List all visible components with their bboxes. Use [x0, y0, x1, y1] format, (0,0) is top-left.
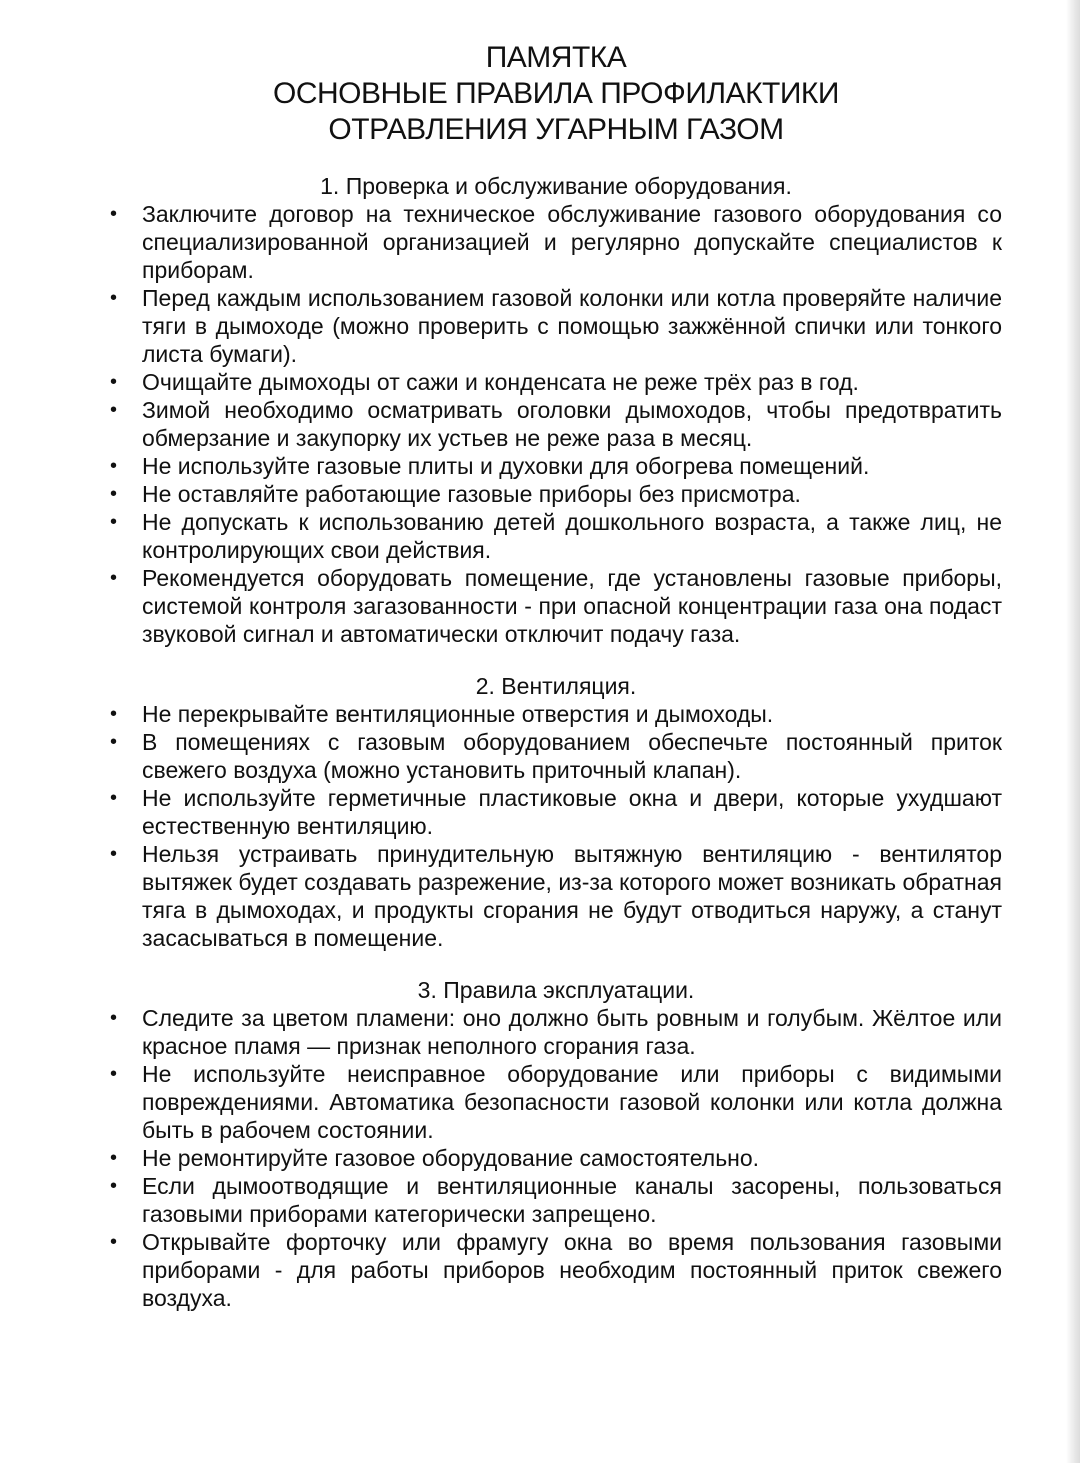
- bullet-icon: •: [110, 731, 118, 753]
- list-item: [110, 564, 1002, 648]
- list-item-text: Открывайте форточку или фрамугу окна во время пользования газовыми приборами - для работы приборов необходим постоянный приток свежего воздуха.: [142, 1229, 1002, 1311]
- list-item: [110, 396, 1002, 452]
- list-item: [110, 1228, 1002, 1312]
- bullet-icon: •: [110, 1147, 118, 1169]
- list-item-text: Если дымоотводящие и вентиляционные каналы засорены, пользоваться газовыми приборами категорически запрещено.: [142, 1173, 1002, 1227]
- list-item: [110, 728, 1002, 784]
- list-item-text: Не допускать к использованию детей дошкольного возраста, а также лиц, не контролирующих свои действия.: [142, 509, 1002, 563]
- list-item: [110, 480, 1002, 508]
- bullet-icon: •: [110, 483, 118, 505]
- bullet-icon: •: [110, 787, 118, 809]
- document-page: [110, 40, 1002, 1312]
- list-item-text: Не перекрывайте вентиляционные отверстия и дымоходы.: [142, 701, 774, 727]
- bullet-icon: •: [110, 1007, 118, 1029]
- list-item: [110, 508, 1002, 564]
- list-item: [110, 284, 1002, 368]
- section-heading: 2. Вентиляция.: [475, 673, 637, 699]
- bullet-icon: •: [110, 843, 118, 865]
- list-item-text: Заключите договор на техническое обслуживание газового оборудования со специализированной организацией и регулярно допускайте специалистов к приборам.: [142, 201, 1002, 283]
- list-item: [110, 784, 1002, 840]
- bullet-icon: •: [110, 567, 118, 589]
- list-item-text: Не используйте неисправное оборудование или приборы с видимыми повреждениями. Автоматика безопасности газовой колонки или котла должна быть в рабочем состоянии.: [142, 1061, 1002, 1143]
- section-equipment-check: [110, 172, 1002, 648]
- section-heading: 1. Проверка и обслуживание оборудования.: [320, 173, 792, 199]
- list-item-text: Рекомендуется оборудовать помещение, где установлены газовые приборы, системой контроля загазованности - при опасной концентрации газа она подаст звуковой сигнал и автоматически отключит подачу газа.: [142, 565, 1002, 647]
- bullet-icon: •: [110, 1231, 118, 1253]
- bullet-icon: •: [110, 703, 118, 725]
- list-item: [110, 1144, 1002, 1172]
- bullet-list: [110, 1004, 1002, 1312]
- list-item: [110, 700, 1002, 728]
- page-edge-shadow: [1066, 0, 1080, 1463]
- list-item-text: Не используйте герметичные пластиковые окна и двери, которые ухудшают естественную вентиляцию.: [142, 785, 1002, 839]
- list-item-text: Следите за цветом пламени: оно должно быть ровным и голубым. Жёлтое или красное пламя — признак неполного сгорания газа.: [142, 1005, 1002, 1059]
- list-item-text: Не ремонтируйте газовое оборудование самостоятельно.: [142, 1145, 760, 1171]
- list-item-text: Перед каждым использованием газовой колонки или котла проверяйте наличие тяги в дымоходе (можно проверить с помощью зажжённой спички или тонкого листа бумаги).: [142, 285, 1002, 367]
- title-line-3: ОТРАВЛЕНИЯ УГАРНЫМ ГАЗОМ: [328, 113, 784, 146]
- list-item: [110, 840, 1002, 952]
- bullet-list: [110, 200, 1002, 648]
- list-item: [110, 452, 1002, 480]
- list-item-text: Не оставляйте работающие газовые приборы без присмотра.: [142, 481, 801, 507]
- list-item: [110, 368, 1002, 396]
- list-item: [110, 200, 1002, 284]
- bullet-icon: •: [110, 287, 118, 309]
- section-heading: 3. Правила эксплуатации.: [417, 977, 695, 1003]
- title-line-2: ОСНОВНЫЕ ПРАВИЛА ПРОФИЛАКТИКИ: [273, 77, 839, 110]
- document-title: [110, 40, 1002, 148]
- list-item: [110, 1060, 1002, 1144]
- bullet-list: [110, 700, 1002, 952]
- list-item-text: В помещениях с газовым оборудованием обеспечьте постоянный приток свежего воздуха (можно установить приточный клапан).: [142, 729, 1002, 783]
- bullet-icon: •: [110, 1175, 118, 1197]
- list-item-text: Очищайте дымоходы от сажи и конденсата не реже трёх раз в год.: [142, 369, 859, 395]
- list-item-text: Не используйте газовые плиты и духовки для обогрева помещений.: [142, 453, 870, 479]
- bullet-icon: •: [110, 1063, 118, 1085]
- bullet-icon: •: [110, 399, 118, 421]
- bullet-icon: •: [110, 371, 118, 393]
- list-item: [110, 1172, 1002, 1228]
- title-line-1: ПАМЯТКА: [485, 41, 627, 74]
- bullet-icon: •: [110, 203, 118, 225]
- section-operating-rules: [110, 976, 1002, 1312]
- section-ventilation: [110, 672, 1002, 952]
- bullet-icon: •: [110, 455, 118, 477]
- bullet-icon: •: [110, 511, 118, 533]
- list-item: [110, 1004, 1002, 1060]
- list-item-text: Зимой необходимо осматривать оголовки дымоходов, чтобы предотвратить обмерзание и закупорку их устьев не реже раза в месяц.: [142, 397, 1002, 451]
- list-item-text: Нельзя устраивать принудительную вытяжную вентиляцию - вентилятор вытяжек будет создавать разрежение, из-за которого может возникать обратная тяга в дымоходах, и продукты сгорания не будут отводиться наружу, а станут засасываться в помещение.: [142, 841, 1002, 951]
